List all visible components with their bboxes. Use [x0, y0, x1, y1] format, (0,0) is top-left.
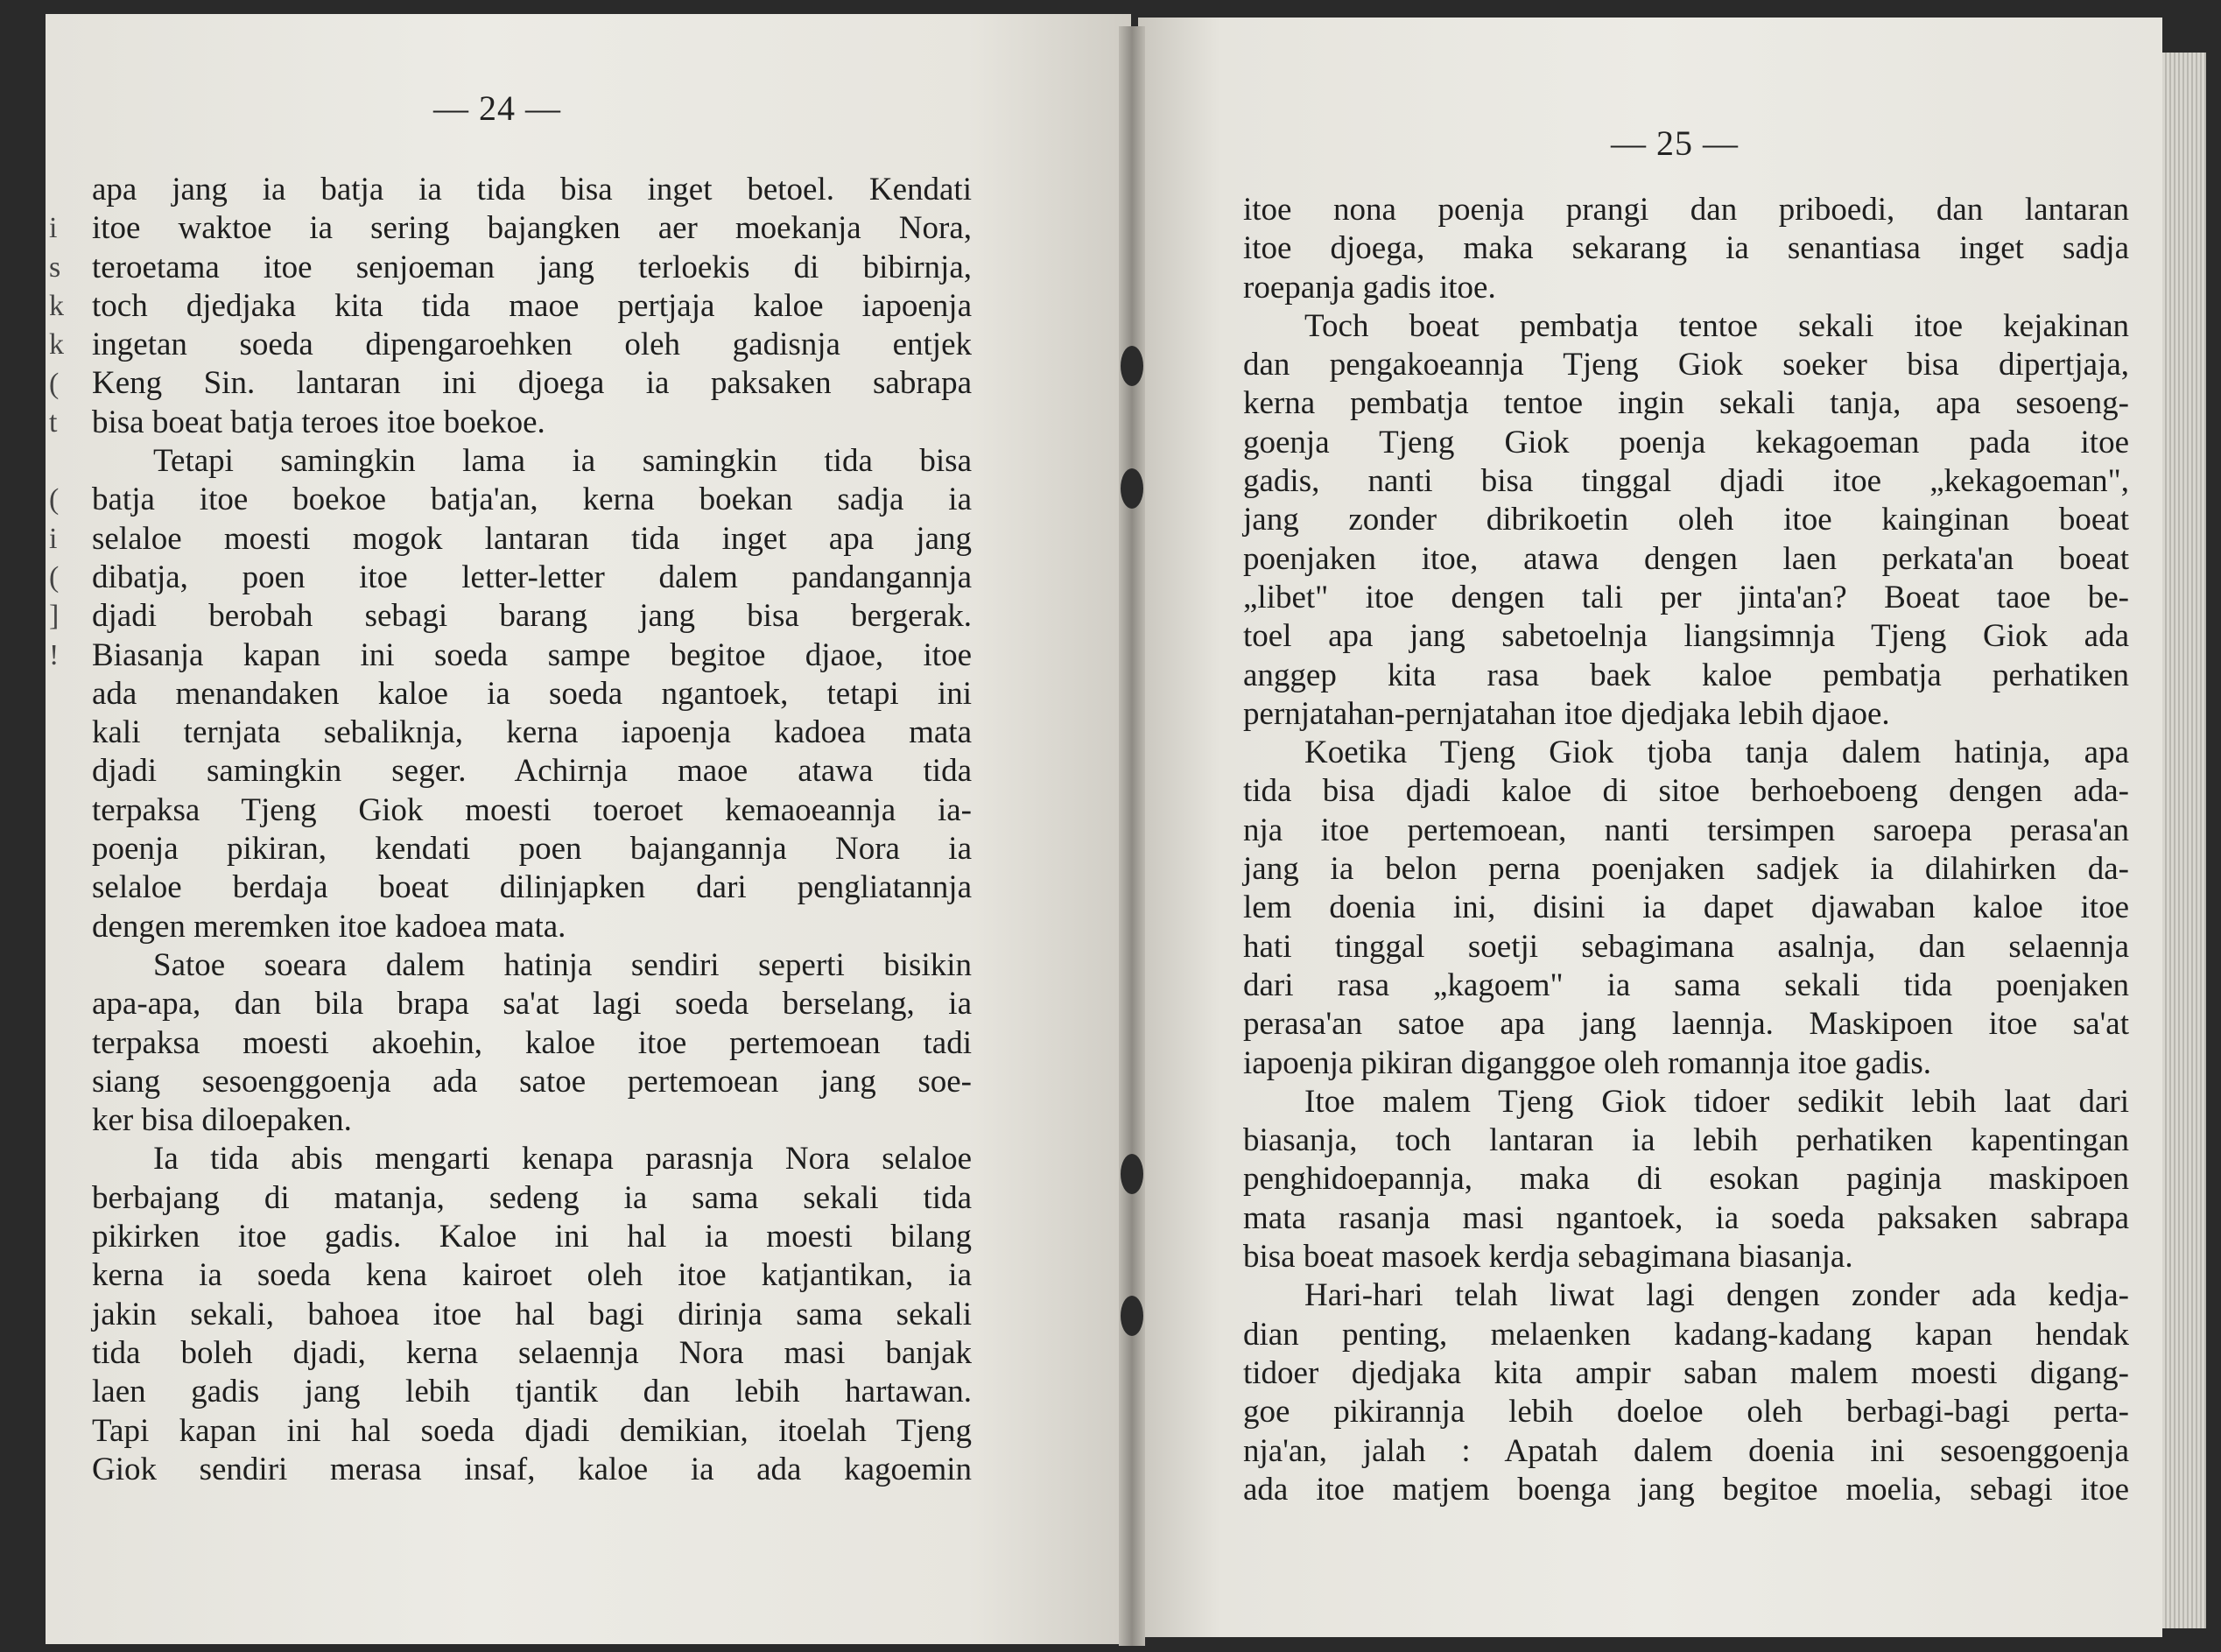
text-line: jang ia belon perna poenjaken sadjek ia dilahirken da- [1243, 851, 2129, 888]
text-line: roepanja gadis itoe. [1243, 269, 1496, 306]
page-edges [2162, 53, 2206, 1628]
margin-fragment: i [49, 212, 58, 245]
text-line: Toch boeat pembatja tentoe sekali itoe kejakinan [1304, 307, 2129, 344]
margin-fragment: k [49, 328, 64, 362]
binding-staple [1121, 1154, 1143, 1194]
text-line: jang zonder dibrikoetin oleh itoe kainginan boeat [1243, 502, 2129, 538]
margin-fragment: s [49, 250, 61, 284]
text-line: Ia tida abis mengarti kenapa parasnja Nora selaloe [153, 1141, 972, 1177]
text-line: Hari-hari telah liwat lagi dengen zonder ada kedja- [1304, 1277, 2129, 1314]
text-line: Satoe soeara dalem hatinja sendiri seperti bisikin [153, 946, 972, 983]
text-line: batja itoe boekoe batja'an, kerna boekan sadja ia [92, 482, 972, 518]
text-line: Tetapi samingkin lama ia samingkin tida bisa [153, 443, 972, 480]
text-line: goe pikirannja lebih doeloe oleh berbagi-bagi perta- [1243, 1394, 2129, 1431]
text-line: jakin sekali, bahoea itoe hal bagi dirinja sama sekali [92, 1296, 972, 1332]
text-line: „libet" itoe dengen tali per jinta'an? Boeat taoe be- [1243, 579, 2129, 615]
text-line: ada itoe matjem boenga jang begitoe moelia, sebagi itoe [1243, 1471, 2129, 1508]
text-line: tidoer djedjaka kita ampir saban malem moesti digang- [1243, 1354, 2129, 1391]
text-line: apa-apa, dan bila brapa sa'at lagi soeda berselang, ia [92, 986, 972, 1023]
page-number-right: — 25 — [1611, 123, 1739, 163]
text-line: itoe djoega, maka sekarang ia senantiasa inget sadja [1243, 230, 2129, 267]
left-page-text [92, 171, 972, 1489]
text-line: tida boleh djadi, kerna selaennja Nora masi banjak [92, 1334, 972, 1371]
text-line: berbajang di matanja, sedeng ia sama sekali tida [92, 1179, 972, 1216]
margin-fragment: ! [49, 638, 60, 671]
text-line: bisa boeat masoek kerdja sebagimana biasanja. [1243, 1239, 1853, 1276]
text-line: dengen meremken itoe kadoea mata. [92, 908, 566, 945]
text-line: toel apa jang sabetoelnja liangsimnja Tjeng Giok ada [1243, 618, 2129, 655]
text-line: anggep kita rasa baek kaloe pembatja perhatiken [1243, 657, 2129, 693]
text-line: toch djedjaka kita tida maoe pertjaja kaloe iapoenja [92, 287, 972, 324]
margin-fragment: t [49, 405, 58, 439]
text-line: tida bisa djadi kaloe di sitoe berhoeboeng dengen ada- [1243, 773, 2129, 810]
text-line: gadis, nanti bisa tinggal djadi itoe „kekagoeman", [1243, 463, 2129, 500]
text-line: Itoe malem Tjeng Giok tidoer sedikit lebih laat dari [1304, 1083, 2129, 1120]
text-line: perasa'an satoe apa jang laennja. Maskipoen itoe sa'at [1243, 1006, 2129, 1043]
text-line: poenjaken itoe, atawa dengen laen perkata'an boeat [1243, 540, 2129, 577]
text-line: Koetika Tjeng Giok tjoba tanja dalem hatinja, apa [1304, 735, 2129, 771]
margin-fragment: k [49, 289, 64, 322]
text-line: dibatja, poen itoe letter-letter dalem pandangannja [92, 559, 972, 595]
binding-staple [1121, 346, 1143, 386]
text-line: itoe nona poenja prangi dan priboedi, dan lantaran [1243, 192, 2129, 228]
text-line: nja'an, jalah : Apatah dalem doenia ini sesoenggoenja [1243, 1432, 2129, 1469]
text-line: pikirken itoe gadis. Kaloe ini hal ia moesti bilang [92, 1219, 972, 1255]
text-line: terpaksa Tjeng Giok moesti toeroet kemaoeannja ia- [92, 791, 972, 828]
text-line: ker bisa diloepaken. [92, 1102, 352, 1139]
text-line: lem doenia ini, disini ia dapet djawaban kaloe itoe [1243, 889, 2129, 926]
text-line: teroetama itoe senjoeman jang terloekis di bibirnja, [92, 249, 972, 285]
text-line: Giok sendiri merasa insaf, kaloe ia ada kagoemin [92, 1451, 972, 1487]
book-spine [1119, 26, 1145, 1646]
text-line: terpaksa moesti akoehin, kaloe itoe pertemoean tadi [92, 1024, 972, 1061]
text-line: penghidoepannja, maka di esokan paginja maskipoen [1243, 1161, 2129, 1198]
binding-staple [1121, 468, 1143, 509]
text-line: kerna ia soeda kena kairoet oleh itoe katjantikan, ia [92, 1257, 972, 1294]
margin-fragment: ( [49, 561, 60, 594]
text-line: biasanja, toch lantaran ia lebih perhatiken kapentingan [1243, 1122, 2129, 1159]
text-line: itoe waktoe ia sering bajangken aer moekanja Nora, [92, 210, 972, 247]
text-line: ingetan soeda dipengaroehken oleh gadisnja entjek [92, 327, 972, 363]
margin-fragment: ( [49, 367, 60, 400]
right-page-text [1243, 191, 2129, 1509]
text-line: Tapi kapan ini hal soeda djadi demikian, itoelah Tjeng [92, 1412, 972, 1449]
text-line: djadi berobah sebagi barang jang bisa bergerak. [92, 598, 972, 635]
text-line: hati tinggal soetji sebagimana asalnja, dan selaennja [1243, 928, 2129, 965]
binding-staple [1121, 1296, 1143, 1336]
text-line: siang sesoenggoenja ada satoe pertemoean jang soe- [92, 1063, 972, 1100]
margin-fragment: ( [49, 483, 60, 517]
text-line: selaloe berdaja boeat dilinjapken dari pengliatannja [92, 869, 972, 906]
text-line: ada menandaken kaloe ia soeda ngantoek, tetapi ini [92, 675, 972, 712]
text-line: apa jang ia batja ia tida bisa inget betoel. Kendati [92, 172, 972, 207]
text-line: djadi samingkin seger. Achirnja maoe atawa tida [92, 753, 972, 790]
text-line: kerna pembatja tentoe ingin sekali tanja, apa sesoeng- [1243, 385, 2129, 422]
text-line: selaloe moesti mogok lantaran tida inget apa jang [92, 520, 972, 557]
text-line: poenja pikiran, kendati poen bajangannja Nora ia [92, 831, 972, 868]
text-line: Biasanja kapan ini soeda sampe begitoe djaoe, itoe [92, 636, 972, 673]
page-number-left: — 24 — [433, 88, 561, 128]
text-line: laen gadis jang lebih tjantik dan lebih hartawan. [92, 1374, 972, 1410]
margin-fragment: i [49, 522, 58, 555]
text-line: pernjatahan-pernjatahan itoe djedjaka lebih djaoe. [1243, 695, 1890, 732]
text-line: dan pengakoeannja Tjeng Giok soeker bisa dipertjaja, [1243, 347, 2129, 383]
text-line: Keng Sin. lantaran ini djoega ia paksaken sabrapa [92, 365, 972, 402]
text-line: bisa boeat batja teroes itoe boekoe. [92, 404, 545, 440]
text-line: dian penting, melaenken kadang-kadang kapan hendak [1243, 1316, 2129, 1353]
text-line: goenja Tjeng Giok poenja kekagoeman pada itoe [1243, 424, 2129, 460]
margin-fragment: ] [49, 600, 60, 633]
text-line: dari rasa „kagoem" ia sama sekali tida poenjaken [1243, 967, 2129, 1003]
text-line: kali ternjata sebaliknja, kerna iapoenja kadoea mata [92, 714, 972, 751]
text-line: iapoenja pikiran diganggoe oleh romannja itoe gadis. [1243, 1044, 1932, 1081]
text-line: mata rasanja masi ngantoek, ia soeda paksaken sabrapa [1243, 1199, 2129, 1236]
text-line: nja itoe pertemoean, nanti tersimpen saroepa perasa'an [1243, 812, 2129, 848]
